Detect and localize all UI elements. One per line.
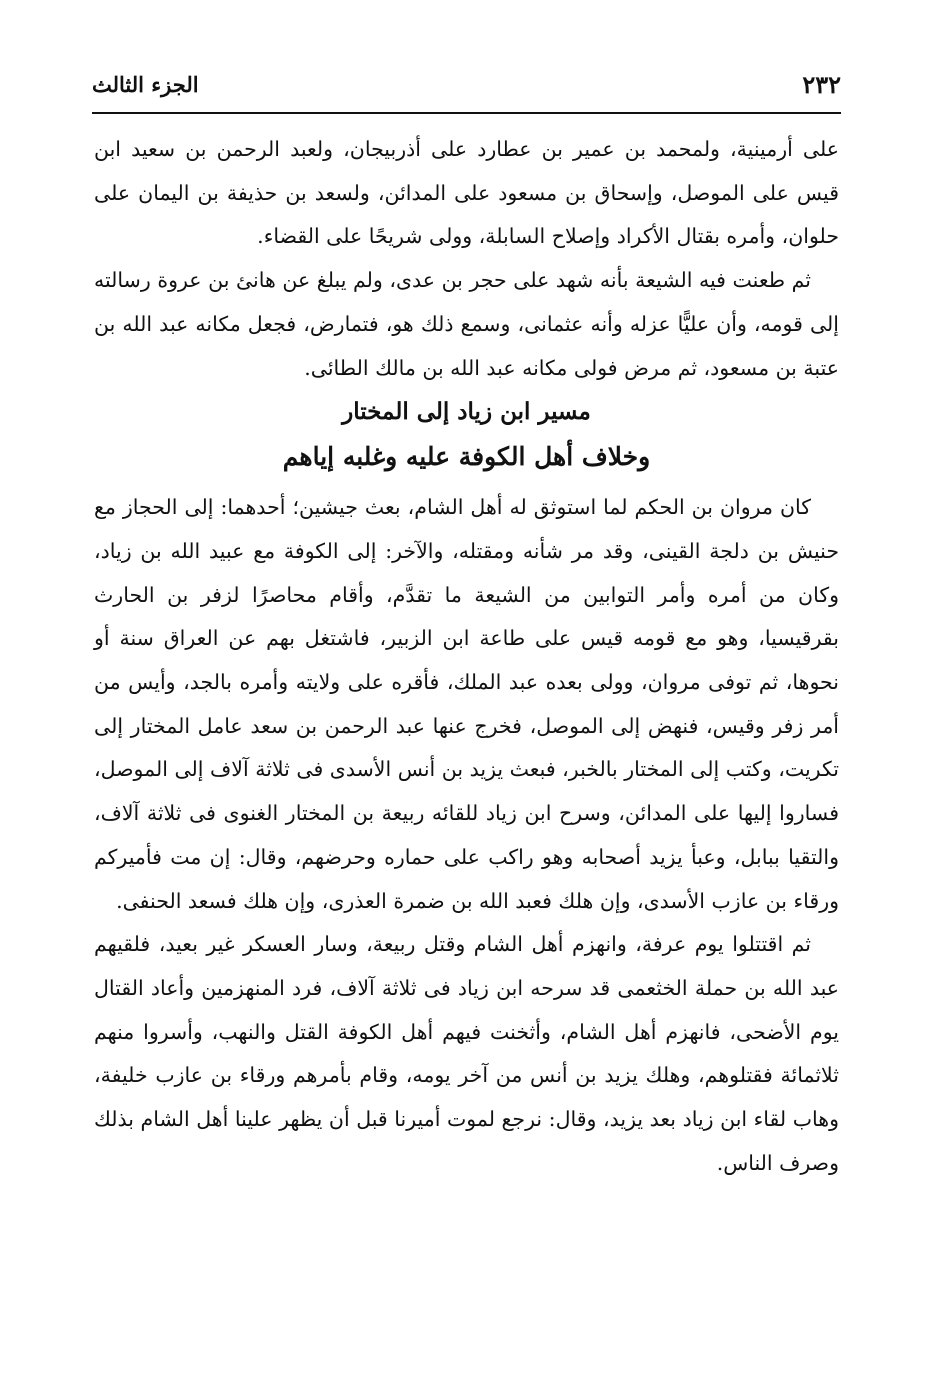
paragraph-continued: على أرمينية، ولمحمد بن عمير بن عطارد على أذربيجان، ولعبد الرحمن بن سعيد ابن قيس على الموصل، وإسحاق بن مسعود على المدائن، ولسعد بن حذيفة بن اليمان على حلوان، وأمره بقتال الأكراد وإصلاح السابلة، وولى شريحًا على القضاء. <box>94 137 839 249</box>
running-header <box>92 62 841 106</box>
body-text <box>94 128 839 1185</box>
volume-title: الجزء الثالث <box>92 71 199 97</box>
section-heading-line-2: وخلاف أهل الكوفة عليه وغلبه إياهم <box>282 442 651 472</box>
paragraph: ثم اقتتلوا يوم عرفة، وانهزم أهل الشام وقتل ربيعة، وسار العسكر غير بعيد، فلقيهم عبد الله بن حملة الخثعمى قد سرحه ابن زياد فى ثلاثة آلاف، فرد المنهزمين وأعاد القتال يوم الأضحى، فانهزم أهل الشام، وأثخنت فيهم أهل الكوفة القتل والنهب، وأسروا منهم ثلاثمائة فقتلوهم، وهلك يزيد بن أنس من آخر يومه، وقام بأمرهم ورقاء بن عازب خليفة، وهاب لقاء ابن زياد بعد يزيد، وقال: نرجع لموت أميرنا قبل أن يظهر علينا أهل الشام بذلك وصرف الناس. <box>94 932 839 1175</box>
section-heading-line-1: مسير ابن زياد إلى المختار <box>342 398 591 426</box>
page-number: ٢٣٢ <box>802 69 841 99</box>
paragraph: ثم طعنت فيه الشيعة بأنه شهد على حجر بن عدى، ولم يبلغ عن هانئ بن عروة رسالته إلى قومه، وأن عليًّا عزله وأنه عثمانى، وسمع ذلك هو، فتمارض، فجعل مكانه عبد الله بن عتبة بن مسعود، ثم مرض فولى مكانه عبد الله بن مالك الطائى. <box>94 268 839 380</box>
paragraph: كان مروان بن الحكم لما استوثق له أهل الشام، بعث جيشين؛ أحدهما: إلى الحجاز مع حنيش بن دلجة القينى، وقد مر شأنه ومقتله، والآخر: إلى الكوفة مع عبيد الله بن زياد، وكان من أمره وأمر التوابين من الشيعة ما تقدَّم، وأقام محاصرًا لزفر بن الحارث بقرقيسيا، وهو مع قومه قيس على طاعة ابن الزبير، فاشتغل بهم عن العراق سنة أو نحوها، ثم توفى مروان، وولى بعده عبد الملك، فأقره على ولايته وأمره بالجد، وأيس من أمر زفر وقيس، فنهض إلى الموصل، فخرج عنها عبد الرحمن بن سعد عامل المختار إلى تكريت، وكتب إلى المختار بالخبر، فبعث يزيد بن أنس الأسدى فى ثلاثة آلاف إلى الموصل، فساروا إليها على المدائن، وسرح ابن زياد للقائه ربيعة بن المختار الغنوى فى ثلاثة آلاف، والتقيا ببابل، وعبأ يزيد أصحابه وهو راكب على حماره وحرضهم، وقال: إن مت فأميركم ورقاء بن عازب الأسدى، وإن هلك فعبد الله بن ضمرة العذرى، وإن هلك فسعد الحنفى. <box>94 495 839 913</box>
header-rule <box>92 112 841 114</box>
